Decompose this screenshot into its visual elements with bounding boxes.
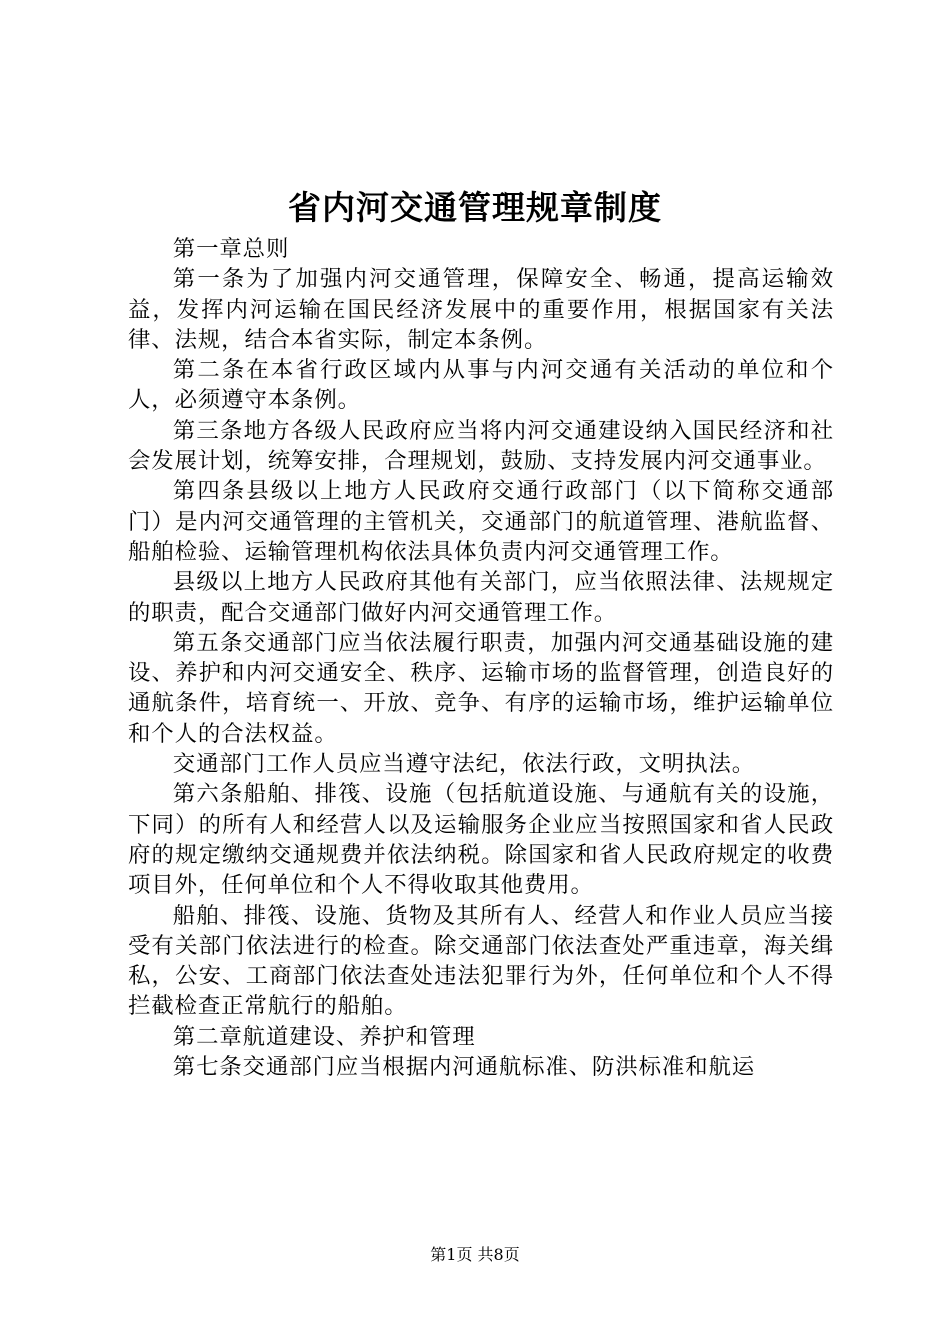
paragraph: 第一条为了加强内河交通管理，保障安全、畅通，提高运输效益，发挥内河运输在国民经济发展中的重要作用，根据国家有关法律、法规，结合本省实际，制定本条例。 [128, 266, 834, 353]
paragraph: 船舶、排筏、设施、货物及其所有人、经营人和作业人员应当接受有关部门依法进行的检查。除交通部门依法查处严重违章，海关缉私，公安、工商部门依法查处违法犯罪行为外，任何单位和个人不得拦截检查正常航行的船舶。 [128, 902, 834, 1020]
paragraph: 县级以上地方人民政府其他有关部门，应当依照法律、法规规定的职责，配合交通部门做好内河交通管理工作。 [128, 569, 834, 626]
paragraph: 第四条县级以上地方人民政府交通行政部门（以下简称交通部门）是内河交通管理的主管机关，交通部门的航道管理、港航监督、船舶检验、运输管理机构依法具体负责内河交通管理工作。 [128, 478, 834, 565]
document-body [128, 234, 834, 1082]
paragraph: 第七条交通部门应当根据内河通航标准、防洪标准和航运 [172, 1054, 756, 1081]
paragraph: 第二章航道建设、养护和管理 [172, 1023, 476, 1050]
document-title: 省内河交通管理规章制度 [288, 188, 662, 227]
paragraph: 第三条地方各级人民政府应当将内河交通建设纳入国民经济和社会发展计划，统筹安排，合理规划，鼓励、支持发展内河交通事业。 [128, 417, 834, 475]
paragraph: 第六条船舶、排筏、设施（包括航道设施、与通航有关的设施，下同）的所有人和经营人以及运输服务企业应当按照国家和省人民政府的规定缴纳交通规费并依法纳税。除国家和省人民政府规定的收费项目外，任何单位和个人不得收取其他费用。 [128, 781, 834, 899]
paragraph: 交通部门工作人员应当遵守法纪，依法行政，文明执法。 [172, 751, 756, 778]
paragraph: 第一章总则 [172, 236, 290, 262]
page-footer: 第1页 共8页 [430, 1245, 520, 1264]
paragraph: 第二条在本省行政区域内从事与内河交通有关活动的单位和个人，必须遵守本条例。 [128, 357, 834, 414]
paragraph: 第五条交通部门应当依法履行职责，加强内河交通基础设施的建设、养护和内河交通安全、秩序、运输市场的监督管理，创造良好的通航条件，培育统一、开放、竞争、有序的运输市场，维护运输单位和个人的合法权益。 [128, 629, 834, 747]
